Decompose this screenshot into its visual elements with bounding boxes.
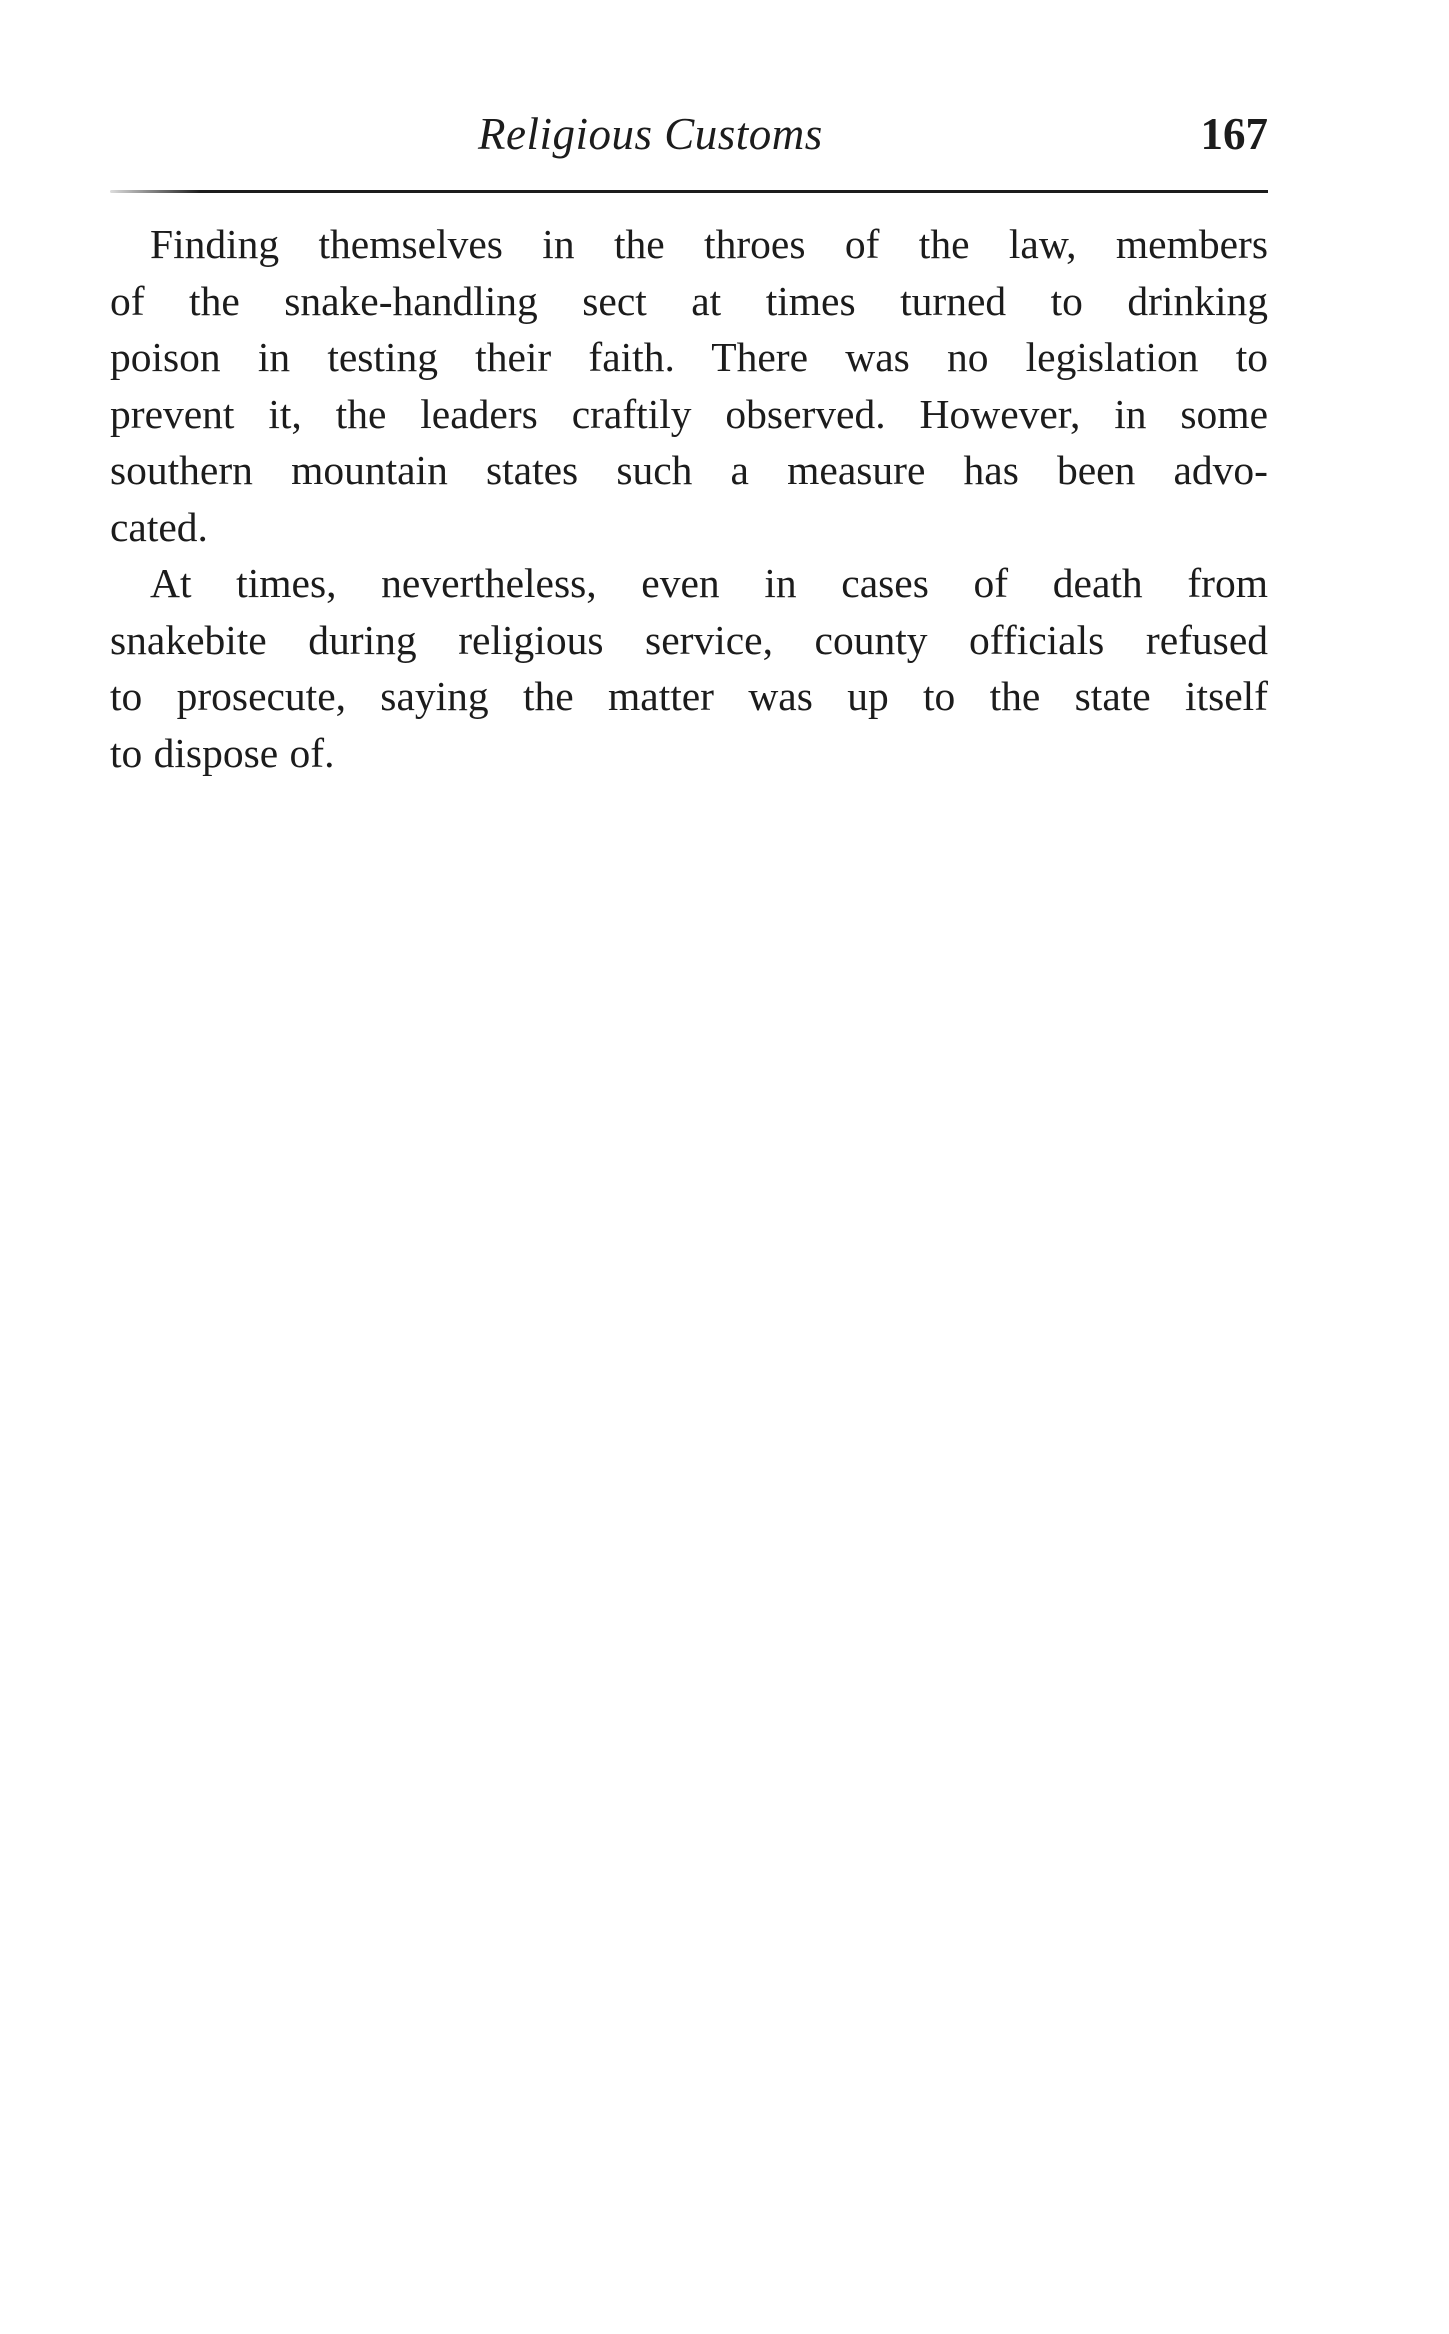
paragraph-2	[110, 555, 1268, 781]
text-line: to prosecute, saying the matter was up to the state itself	[110, 673, 1268, 719]
text-line: snakebite during religious service, county officials refused	[110, 616, 1268, 663]
header-rule	[110, 190, 1268, 193]
text-line: prevent it, the leaders craftily observed. However, in some	[110, 390, 1268, 437]
text-line: At times, nevertheless, even in cases of death from	[150, 560, 1268, 606]
text-line: cated.	[110, 503, 208, 550]
text-line: of the snake-handling sect at times turned to drinking	[110, 277, 1268, 324]
body-text	[110, 216, 1268, 781]
running-head	[110, 108, 1268, 178]
paragraph-1	[110, 216, 1268, 555]
page-number: 167	[1200, 109, 1268, 159]
text-line: Finding themselves in the throes of the law, members	[150, 221, 1268, 267]
running-title: Religious Customs	[478, 109, 823, 159]
text-line: southern mountain states such a measure has been advo-	[110, 447, 1268, 493]
text-line: poison in testing their faith. There was no legislation to	[110, 334, 1268, 380]
text-line: to dispose of.	[110, 729, 335, 776]
